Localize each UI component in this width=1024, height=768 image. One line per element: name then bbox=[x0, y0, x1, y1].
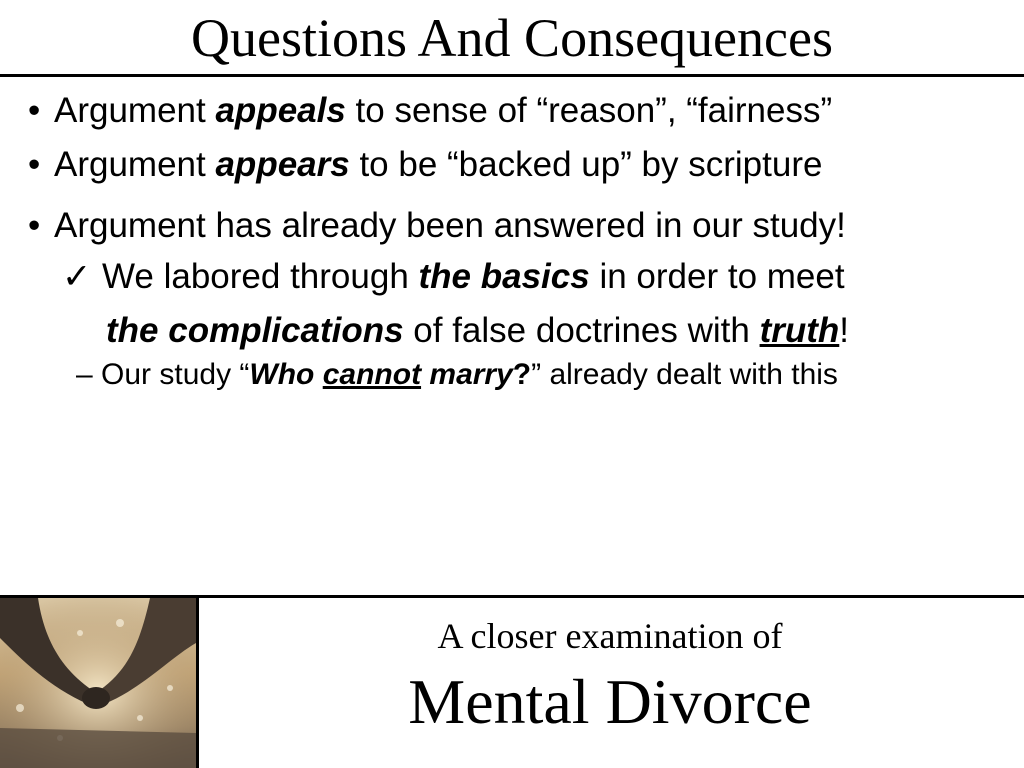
photo-divider bbox=[196, 598, 199, 768]
bullet-emphasis: appeals bbox=[215, 91, 346, 130]
bullet-text-post: to be “backed up” by scripture bbox=[349, 145, 823, 184]
sub-emphasis-marry: marry bbox=[421, 358, 513, 391]
bullet-appears bbox=[28, 144, 822, 186]
check-emphasis-truth: truth bbox=[759, 311, 840, 350]
sub-question-mark: ? bbox=[512, 358, 532, 391]
check-item-line-2 bbox=[106, 310, 849, 352]
bullet-text-pre: Argument bbox=[54, 145, 216, 184]
holding-hands-illustration bbox=[0, 598, 196, 768]
bullet-answered bbox=[28, 205, 846, 247]
sub-item-study bbox=[76, 356, 838, 394]
footer-title: Mental Divorce bbox=[408, 666, 812, 737]
check-text-end: ! bbox=[839, 311, 849, 350]
check-text-mid: of false doctrines with bbox=[403, 311, 760, 350]
checkmark-icon: ✓ bbox=[62, 257, 92, 296]
check-text-post: in order to meet bbox=[589, 257, 845, 296]
dash-glyph: – bbox=[76, 358, 93, 391]
check-emphasis-complications: the complications bbox=[106, 311, 404, 350]
bullet-text-pre: Argument bbox=[54, 91, 216, 130]
footer-subtitle: A closer examination of bbox=[437, 616, 783, 656]
holding-hands-photo bbox=[0, 598, 196, 768]
bullet-appeals bbox=[28, 90, 832, 132]
sub-emphasis-who: Who bbox=[249, 358, 323, 391]
bullet-text-post: to sense of “reason”, “fairness” bbox=[345, 91, 833, 130]
sub-emphasis-cannot: cannot bbox=[322, 358, 422, 391]
bullet-emphasis: appears bbox=[215, 145, 350, 184]
sub-text-post: ” already dealt with this bbox=[531, 358, 838, 391]
check-item-line-1 bbox=[62, 256, 845, 298]
sub-text-pre: Our study “ bbox=[101, 358, 250, 391]
slide-title: Questions And Consequences bbox=[191, 8, 833, 68]
check-text-pre: We labored through bbox=[102, 257, 419, 296]
check-emphasis-basics: the basics bbox=[418, 257, 590, 296]
bullet-text: Argument has already been answered in our study! bbox=[54, 206, 846, 245]
bullet-dot: • bbox=[28, 91, 41, 130]
bullet-dot: • bbox=[28, 145, 41, 184]
bullet-dot: • bbox=[28, 206, 41, 245]
title-divider bbox=[0, 74, 1024, 77]
